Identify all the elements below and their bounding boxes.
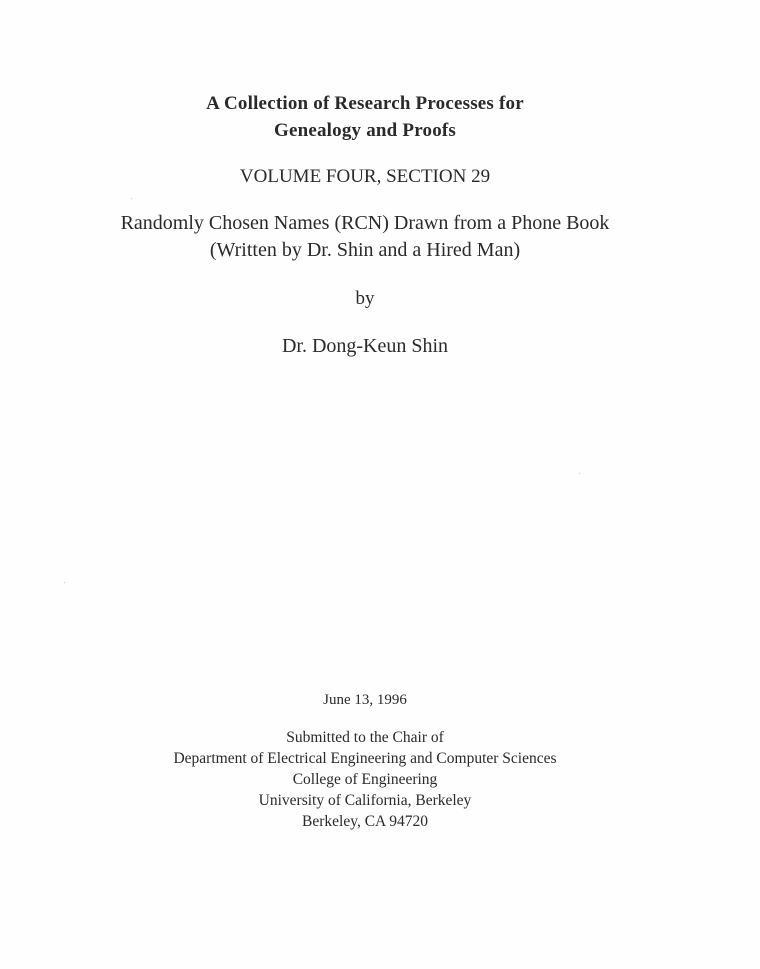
scan-speck <box>64 582 65 583</box>
subtitle-line-2: (Written by Dr. Shin and a Hired Man) <box>209 239 521 261</box>
subtitle-line-1: Randomly Chosen Names (RCN) Drawn from a Phone Book <box>120 212 610 234</box>
scan-speck <box>579 473 580 474</box>
submission-line-1: Submitted to the Chair of <box>286 729 444 746</box>
volume-section: VOLUME FOUR, SECTION 29 <box>239 166 491 187</box>
submission-address: Berkeley, CA 94720 <box>302 813 428 830</box>
date: June 13, 1996 <box>323 692 407 708</box>
author-name: Dr. Dong-Keun Shin <box>281 335 449 357</box>
title-line-1: A Collection of Research Processes for <box>206 93 524 114</box>
scan-speck <box>131 198 132 199</box>
by-label: by <box>355 288 375 309</box>
title-line-2: Genealogy and Proofs <box>273 120 457 141</box>
submission-college: College of Engineering <box>292 771 438 788</box>
submission-university: University of California, Berkeley <box>258 792 472 809</box>
submission-department: Department of Electrical Engineering and Computer Sciences <box>173 750 557 767</box>
